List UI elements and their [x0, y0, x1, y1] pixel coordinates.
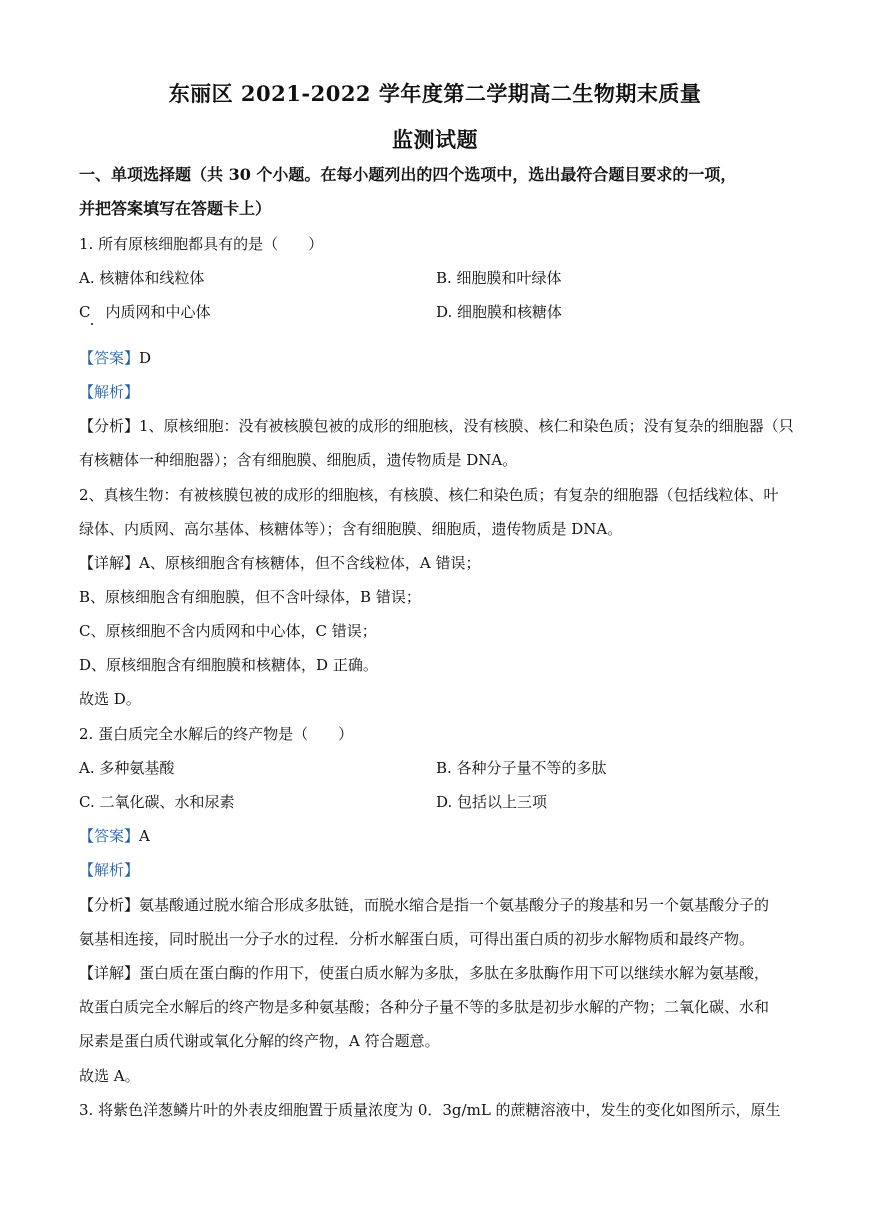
answer-value: D [139, 349, 152, 367]
section-heading: 一、单项选择题（共 30 个小题。在每小题列出的四个选项中，选出最符合题目要求的一项， [79, 165, 737, 184]
q2-option-a: A. 多种氨基酸 [79, 759, 175, 777]
fenxi-tag: 【分析】 [79, 417, 140, 435]
q1-detail-3: C、原核细胞不含内质网和中心体，C 错误； [79, 622, 377, 640]
analysis-tag: 【解析】 [79, 383, 140, 401]
q2-stem: 2. 蛋白质完全水解后的终产物是（ ） [79, 725, 354, 743]
q1-detail-4: D、原核细胞含有细胞膜和核糖体，D 正确。 [79, 656, 378, 674]
q1-option-c-dot [91, 323, 93, 325]
answer-tag: 【答案】 [79, 349, 140, 367]
q2-detail-3: 尿素是蛋白质代谢或氧化分解的终产物，A 符合题意。 [79, 1032, 440, 1050]
q2-detail-2: 故蛋白质完全水解后的终产物是多种氨基酸；各种分子量不等的多肽是初步水解的产物；二氧化碳、水和 [79, 998, 770, 1016]
q2-option-b: B. 各种分子量不等的多肽 [436, 759, 607, 777]
q2-answer [79, 826, 788, 846]
q1-fenxi-4: 绿体、内质网、高尔基体、核糖体等）；含有细胞膜、细胞质，遗传物质是 DNA。 [79, 520, 623, 538]
detail-text: A、原核细胞含有核糖体，但不含线粒体，A 错误； [139, 554, 481, 572]
q1-answer [79, 348, 788, 368]
detail-tag: 【详解】 [79, 554, 140, 572]
q2-analysis-tag [79, 860, 788, 880]
doc-title-line1: 东丽区 2021-2022 学年度第二学期高二生物期末质量 [168, 81, 702, 106]
fenxi-text: 氨基酸通过脱水缩合形成多肽链，而脱水缩合是指一个氨基酸分子的羧基和另一个氨基酸分子的 [139, 896, 770, 914]
q1-stem: 1. 所有原核细胞都具有的是（ ） [79, 235, 324, 253]
answer-value: A [139, 827, 150, 845]
q1-option-b: B. 细胞膜和叶绿体 [436, 269, 562, 287]
fenxi-tag: 【分析】 [79, 896, 140, 914]
answer-tag: 【答案】 [79, 827, 140, 845]
analysis-tag: 【解析】 [79, 861, 140, 879]
q3-stem: 3. 将紫色洋葱鳞片叶的外表皮细胞置于质量浓度为 0．3g/mL 的蔗糖溶液中，发生的变化如图所示，原生 [79, 1101, 781, 1119]
detail-text: 蛋白质在蛋白酶的作用下，使蛋白质水解为多肽，多肽在多肽酶作用下可以继续水解为氨基酸， [139, 964, 770, 982]
q2-detail-1 [79, 963, 788, 983]
q1-fenxi-3: 2、真核生物：有被核膜包被的成形的细胞核，有核膜、核仁和染色质；有复杂的细胞器（包括线粒体、叶 [79, 486, 779, 504]
fenxi-text: 1、原核细胞：没有被核膜包被的成形的细胞核，没有核膜、核仁和染色质；没有复杂的细胞器（只 [139, 417, 794, 435]
q1-fenxi-1 [79, 416, 794, 436]
q1-analysis-tag [79, 382, 788, 402]
q1-option-a: A. 核糖体和线粒体 [79, 269, 205, 287]
q2-option-c: C. 二氧化碳、水和尿素 [79, 793, 235, 811]
q2-fenxi-2: 氨基相连接，同时脱出一分子水的过程．分析水解蛋白质，可得出蛋白质的初步水解物质和最终产物。 [79, 930, 755, 948]
q2-conclusion: 故选 A。 [79, 1067, 140, 1085]
q1-fenxi-2: 有核糖体一种细胞器）；含有细胞膜、细胞质，遗传物质是 DNA。 [79, 451, 518, 469]
doc-title-line2: 监测试题 [392, 127, 478, 152]
section-heading-cont: 并把答案填写在答题卡上） [79, 199, 272, 218]
q1-detail-1 [79, 553, 788, 573]
q2-fenxi-1 [79, 895, 788, 915]
q1-detail-2: B、原核细胞含有细胞膜，但不含叶绿体，B 错误； [79, 588, 421, 606]
detail-tag: 【详解】 [79, 964, 140, 982]
q2-option-d: D. 包括以上三项 [436, 793, 548, 811]
q1-option-d: D. 细胞膜和核糖体 [436, 303, 563, 321]
q1-option-c: C 内质网和中心体 [79, 303, 211, 321]
q1-conclusion: 故选 D。 [79, 690, 141, 708]
